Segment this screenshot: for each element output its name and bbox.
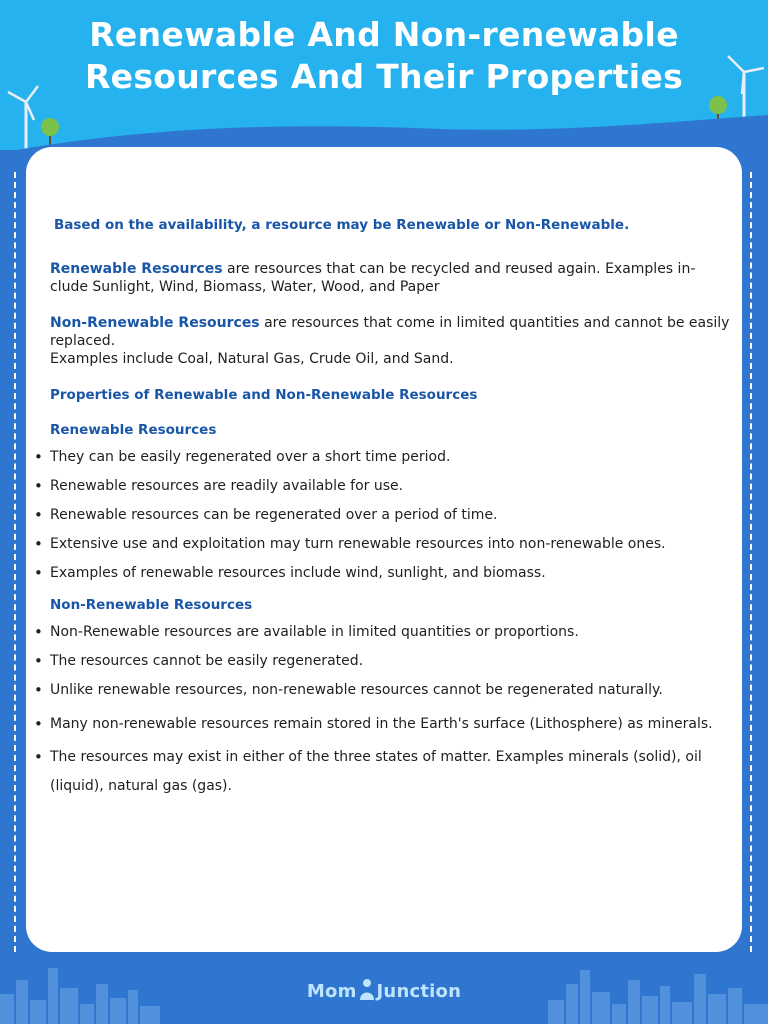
intro-text: Based on the availability, a resource may be Renewable or Non-Renewable. xyxy=(54,217,630,233)
dashed-border-right xyxy=(750,172,752,952)
nonrenewable-list xyxy=(34,623,730,801)
list-item: • The resources may exist in either of the three states of matter. Examples minerals (solid), oil (liquid), natural gas (gas). xyxy=(34,743,730,801)
logo-figure-icon xyxy=(358,978,376,1000)
list-item: • The resources cannot be easily regenerated. xyxy=(34,652,730,670)
properties-heading: Properties of Renewable and Non-Renewable Resources xyxy=(50,387,478,403)
list-item: • Renewable resources can be regenerated over a period of time. xyxy=(34,506,730,524)
nonrenewable-heading: Non-Renewable Resources xyxy=(50,597,253,613)
renewable-definition xyxy=(50,260,730,296)
renewable-list xyxy=(34,448,730,582)
list-item: • Unlike renewable resources, non-renewable resources cannot be regenerated naturally. xyxy=(34,681,730,699)
nonrenewable-definition-text: are resources that come in limited quantities and cannot be easily replaced. xyxy=(50,315,730,349)
nonrenewable-definition xyxy=(50,314,730,368)
momjunction-logo xyxy=(0,978,768,1002)
title-line-1: Renewable And Non-renewable xyxy=(89,15,679,54)
logo-part-junction: Junction xyxy=(376,981,462,1002)
dashed-border-left xyxy=(14,172,16,952)
list-item: • They can be easily regenerated over a short time period. xyxy=(34,448,730,466)
renewable-term: Renewable Resources xyxy=(50,261,223,277)
logo-part-mom: Mom xyxy=(306,981,357,1002)
list-item: • Extensive use and exploitation may turn renewable resources into non-renewable ones. xyxy=(34,535,730,553)
page-title xyxy=(0,14,768,98)
list-item: • Renewable resources are readily available for use. xyxy=(34,477,730,495)
title-line-2: Resources And Their Properties xyxy=(84,57,684,96)
nonrenewable-term: Non-Renewable Resources xyxy=(50,315,260,331)
renewable-definition-text: are resources that can be recycled and reused again. Examples in-clude Sunlight, Wind, Biomass, Water, Wood, and Paper xyxy=(50,261,696,295)
nonrenewable-examples: Examples include Coal, Natural Gas, Crude Oil, and Sand. xyxy=(50,351,454,367)
list-item: • Examples of renewable resources include wind, sunlight, and biomass. xyxy=(34,564,730,582)
list-item: • Many non-renewable resources remain stored in the Earth's surface (Lithosphere) as minerals. xyxy=(34,710,730,739)
content-area xyxy=(50,216,730,815)
list-item: • Non-Renewable resources are available in limited quantities or proportions. xyxy=(34,623,730,641)
renewable-heading: Renewable Resources xyxy=(50,422,217,438)
